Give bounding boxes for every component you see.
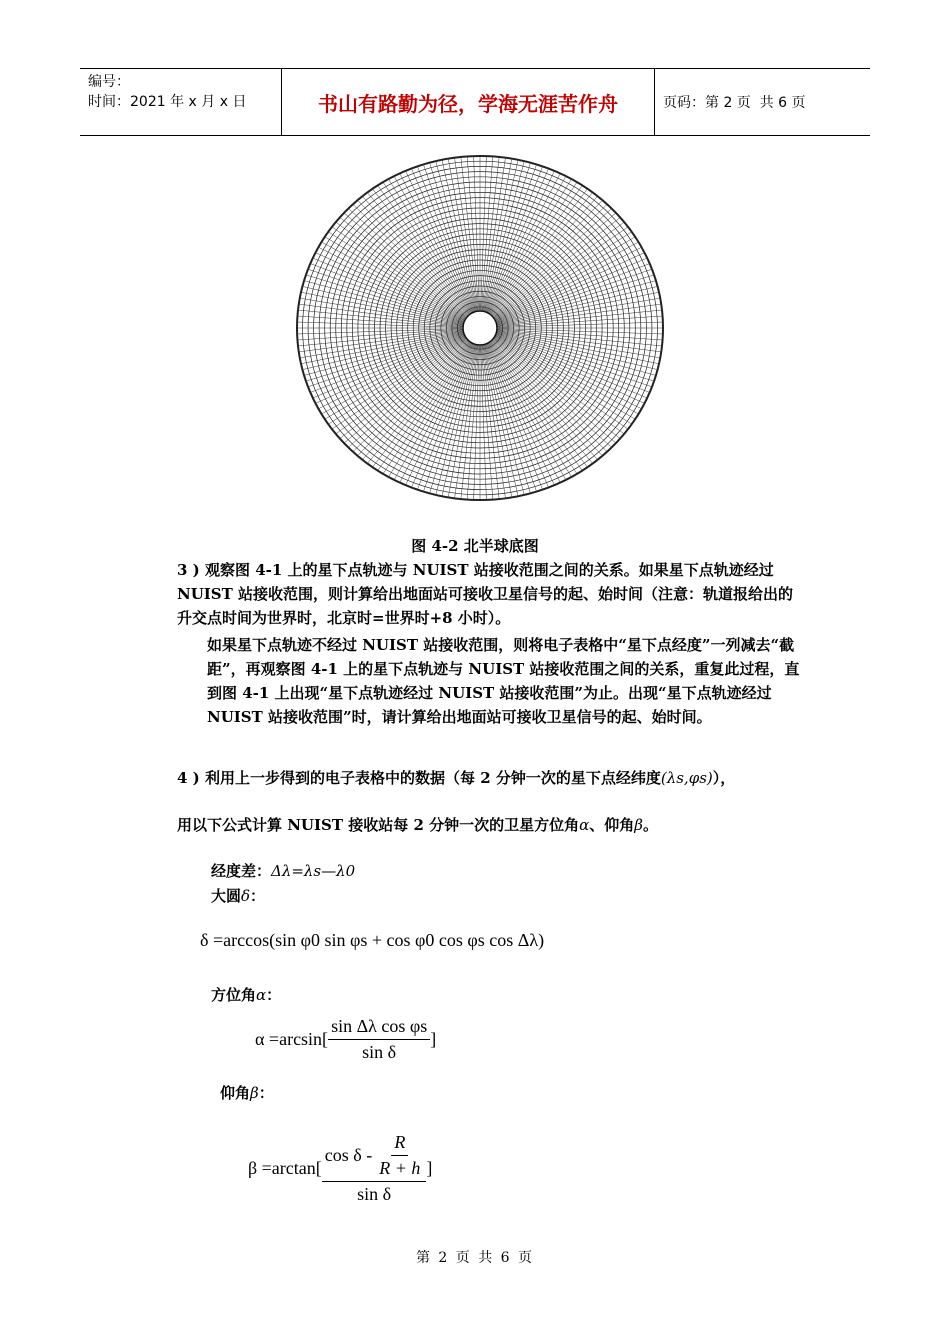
- alpha-numerator: sin Δλ cos φs: [328, 1016, 430, 1040]
- beta-inner-fraction: [376, 1132, 423, 1179]
- section4-paragraph-1: [177, 766, 817, 790]
- section4-text-a: 4 ) 利用上一步得到的电子表格中的数据（每 2 分钟一次的星下点经纬度: [177, 769, 661, 787]
- delta-symbol: δ: [241, 887, 251, 905]
- meridian-line: [484, 344, 519, 497]
- elevation-label: 仰角: [220, 1084, 251, 1102]
- meridian-line: [491, 340, 602, 456]
- meridian-line: [484, 160, 519, 313]
- header-page-info: [655, 69, 870, 135]
- doc-number-label: 编号：: [88, 74, 130, 90]
- page-footer: 第 2 页 共 6 页: [415, 1250, 535, 1266]
- meridian-line: [400, 342, 473, 482]
- meridian-line: [344, 213, 467, 317]
- meridian-line: [495, 335, 644, 403]
- page-header: [80, 68, 870, 136]
- beta-lhs: β =arctan[: [248, 1158, 322, 1178]
- alpha-lhs: α =arcsin[: [255, 1029, 329, 1049]
- section4-text-c: 用以下公式计算 NUIST 接收站每 2 分钟一次的卫星方位角: [177, 816, 580, 834]
- great-circle-line: [211, 885, 265, 906]
- meridian-line: [358, 340, 469, 456]
- section4-paragraph-2: [177, 813, 817, 837]
- alpha-close-bracket: ]: [430, 1029, 437, 1049]
- meridian-line: [442, 160, 477, 313]
- delta-formula: δ =arccos(sin φ0 sin φs + cos φ0 cos φs cos Δλ): [200, 930, 545, 950]
- meridian-line: [491, 200, 602, 316]
- beta-symbol: β: [634, 816, 643, 834]
- great-circle-label: 大圆: [211, 887, 242, 905]
- beta-fraction: [322, 1132, 427, 1205]
- section4-text-d: 、仰角: [589, 816, 635, 834]
- header-page-label: 页码：第 2 页 共 6 页: [663, 95, 806, 111]
- meridian-line: [301, 292, 463, 324]
- meridian-line: [344, 339, 467, 443]
- beta-denominator: sin δ: [357, 1184, 392, 1204]
- polar-grid-svg: [290, 153, 670, 509]
- meridian-line: [497, 292, 659, 324]
- azimuth-label: 方位角: [211, 986, 257, 1004]
- beta-inner-den: R + h: [379, 1158, 421, 1178]
- beta-close-bracket: ]: [426, 1158, 433, 1178]
- meridian-line: [495, 253, 644, 321]
- meridian-line: [400, 173, 473, 313]
- great-circle-colon: ：: [250, 887, 266, 905]
- alpha-fraction: [328, 1016, 430, 1063]
- alpha-denominator: sin δ: [362, 1042, 397, 1062]
- pole-circle: [463, 311, 497, 345]
- longitude-diff-expr: Δλ=λs—λ0: [271, 862, 356, 880]
- elevation-colon: ：: [258, 1084, 274, 1102]
- meridian-line: [487, 342, 560, 482]
- meridian-line: [358, 200, 469, 316]
- longitude-diff-label: 经度差：: [211, 862, 272, 880]
- meridian-line: [487, 173, 560, 313]
- northern-hemisphere-figure: [290, 153, 670, 509]
- header-meta: [80, 69, 282, 135]
- elevation-line: [220, 1082, 274, 1103]
- azimuth-colon: ：: [266, 986, 282, 1004]
- figure-caption: 图 4-2 北半球底图: [411, 537, 539, 555]
- beta-formula: [248, 1132, 432, 1205]
- meridian-line: [301, 331, 463, 363]
- meridian-line: [316, 335, 465, 403]
- meridian-line: [493, 339, 616, 443]
- beta-numerator: [322, 1132, 427, 1182]
- azimuth-alpha-symbol: α: [256, 986, 267, 1004]
- meridian-line: [316, 253, 465, 321]
- azimuth-line: [211, 984, 281, 1005]
- section3-paragraph-2: 如果星下点轨迹不经过 NUIST 站接收范围，则将电子表格中“星下点经度”一列减去“截距”，再观察图 4-1 上的星下点轨迹与 NUIST 站接收范围之间的关系，重复此过程，直到图 4-1 上出现“星下点轨迹经过 NUIST 站接收范围”为止。出现“星下点轨迹经过 NUIST 站接收范围”时，请计算给出地面站可接收卫星信号的起、始时间。: [207, 636, 800, 726]
- section3-paragraph-1: 3 ) 观察图 4-1 上的星下点轨迹与 NUIST 站接收范围之间的关系。如果星下点轨迹经过 NUIST 站接收范围，则计算给出地面站可接收卫星信号的起、始时间（注意：轨道报给出的升交点时间为世界时，北京时=世界时+8 小时）。: [177, 561, 794, 627]
- meridian-line: [442, 344, 477, 497]
- section4-text-b: ），: [712, 769, 736, 787]
- subsatellite-coord-symbol: (λs,φs): [660, 769, 713, 787]
- doc-date-label: 时间：2021 年 x 月 x 日: [88, 94, 247, 110]
- section4-text-e: 。: [642, 816, 658, 834]
- header-motto: 书山有路勤为径，学海无涯苦作舟: [282, 69, 655, 135]
- beta-inner-num: R: [391, 1132, 408, 1156]
- elevation-beta-symbol: β: [250, 1084, 259, 1102]
- beta-num-cos: cos δ -: [324, 1145, 373, 1165]
- longitude-diff-line: [211, 860, 355, 881]
- alpha-symbol: α: [579, 816, 590, 834]
- alpha-formula: [255, 1016, 436, 1063]
- meridian-line: [497, 331, 659, 363]
- meridian-line: [493, 213, 616, 317]
